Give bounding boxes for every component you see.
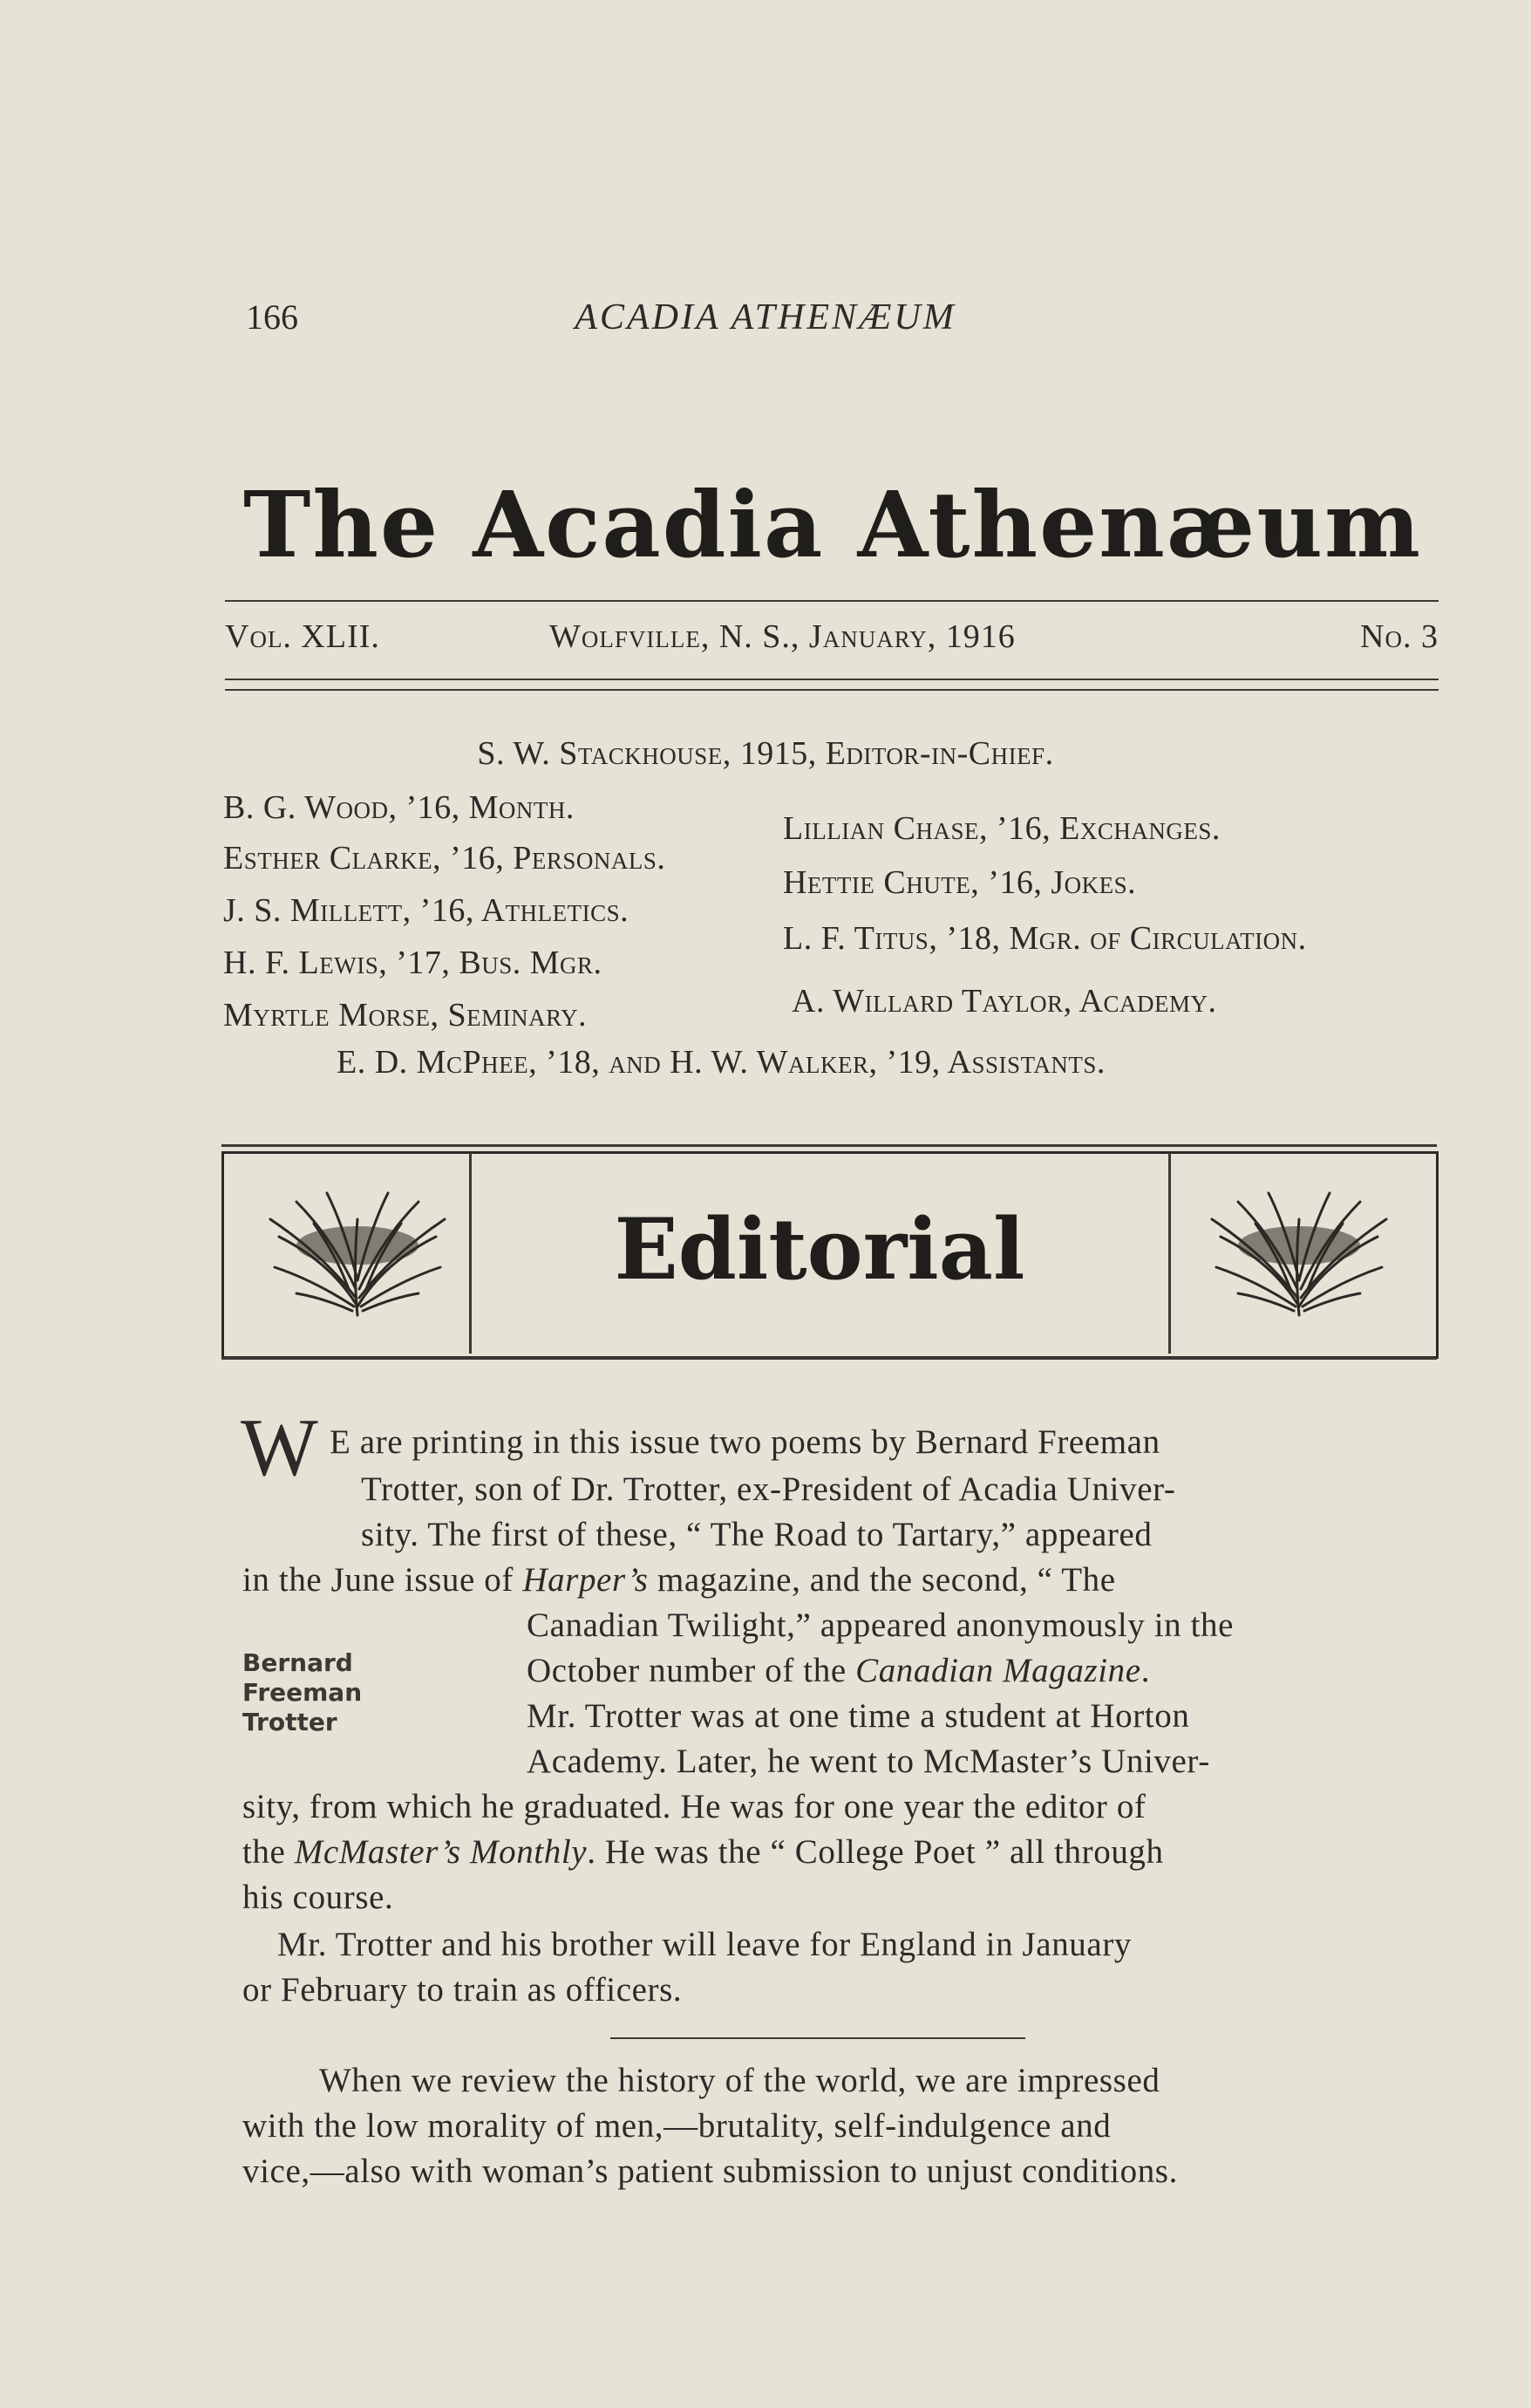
- text-run: . He was the “ College Poet ” all through: [587, 1833, 1164, 1871]
- sidenote-line: Trotter: [242, 1708, 337, 1736]
- body-line: or February to train as officers.: [242, 1971, 683, 2009]
- body-line: Canadian Twilight,” appeared anonymously in the: [527, 1606, 1235, 1644]
- section-separator: [610, 2037, 1025, 2039]
- italic-run: Canadian Magazine: [855, 1652, 1141, 1689]
- banner-divider-left: [469, 1153, 472, 1354]
- page-number: 166: [246, 297, 298, 337]
- sidenote: [242, 1648, 362, 1737]
- staff-right-1: Lillian Chase, ’16, Exchanges.: [783, 810, 1221, 847]
- text-run: magazine, and the second, “ The: [648, 1561, 1116, 1599]
- staff-left-1: B. G. Wood, ’16, Month.: [223, 789, 575, 826]
- body-line: with the low morality of men,—brutality, self-indulgence and: [242, 2107, 1112, 2145]
- masthead-rule: [225, 600, 1439, 602]
- banner-divider-right: [1168, 1153, 1171, 1354]
- body-line: Academy. Later, he went to McMaster’s Univer-: [527, 1743, 1210, 1780]
- banner-rule-top: [221, 1144, 1437, 1147]
- body-line: When we review the history of the world, we are impressed: [319, 2062, 1160, 2099]
- staff-left-4: H. F. Lewis, ’17, Bus. Mgr.: [223, 945, 602, 981]
- text-run: .: [1140, 1652, 1151, 1689]
- body-line: Trotter, son of Dr. Trotter, ex-President of Acadia Univer-: [361, 1470, 1176, 1508]
- masthead-title: The Acadia Athenæum: [243, 471, 1422, 578]
- plant-ornament-left-icon: [262, 1184, 453, 1324]
- sidenote-line: Freeman: [242, 1678, 363, 1707]
- body-line: his course.: [242, 1879, 394, 1916]
- staff-left-2: Esther Clarke, ’16, Personals.: [223, 840, 666, 877]
- banner-rule-bottom: [221, 1357, 1437, 1360]
- body-line: sity, from which he graduated. He was for one year the editor of: [242, 1788, 1147, 1825]
- text-run: October number of the: [527, 1652, 856, 1689]
- staff-left-3: J. S. Millett, ’16, Athletics.: [223, 892, 629, 929]
- text-run: in the June issue of: [242, 1561, 523, 1599]
- sidenote-line: Bernard: [242, 1648, 353, 1677]
- staff-assistants: E. D. McPhee, ’18, and H. W. Walker, ’19, Assistants.: [337, 1044, 1106, 1081]
- volume: Vol. XLII.: [225, 618, 380, 655]
- body-line: [242, 1830, 1164, 1875]
- running-head: [0, 297, 1531, 349]
- body-line: [527, 1648, 1150, 1694]
- place-date: Wolfville, N. S., January, 1916: [549, 618, 1016, 655]
- staff-left-5: Myrtle Morse, Seminary.: [223, 997, 588, 1033]
- editor-in-chief: [0, 734, 1531, 773]
- plant-ornament-right-icon: [1203, 1184, 1395, 1324]
- staff-right-2: Hettie Chute, ’16, Jokes.: [783, 864, 1137, 901]
- body-line: [242, 1558, 1116, 1603]
- italic-run: McMaster’s Monthly: [294, 1833, 588, 1871]
- section-title: Editorial: [614, 1200, 1025, 1299]
- body-line: sity. The first of these, “ The Road to Tartary,” appeared: [361, 1516, 1153, 1553]
- staff-right-4: A. Willard Taylor, Academy.: [792, 983, 1217, 1020]
- issue-number: No. 3: [1360, 618, 1439, 655]
- staff-right-3: L. F. Titus, ’18, Mgr. of Circulation.: [783, 920, 1307, 957]
- body-line: vice,—also with woman’s patient submission to unjust conditions.: [242, 2152, 1178, 2190]
- issue-rule-1: [225, 679, 1439, 680]
- italic-run: Harper’s: [522, 1561, 649, 1599]
- body-line: Mr. Trotter was at one time a student at Horton: [527, 1697, 1190, 1735]
- drop-cap: W: [241, 1402, 318, 1493]
- issue-rule-2: [225, 689, 1439, 691]
- body-line: Mr. Trotter and his brother will leave for England in January: [277, 1926, 1133, 1963]
- text-run: the: [242, 1833, 295, 1871]
- editor-line: S. W. Stackhouse, 1915, Editor-in-Chief.: [477, 735, 1054, 772]
- issue-line: [225, 617, 1439, 670]
- running-title: ACADIA ATHENÆUM: [575, 297, 956, 338]
- body-line: E are printing in this issue two poems by Bernard Freeman: [330, 1423, 1160, 1461]
